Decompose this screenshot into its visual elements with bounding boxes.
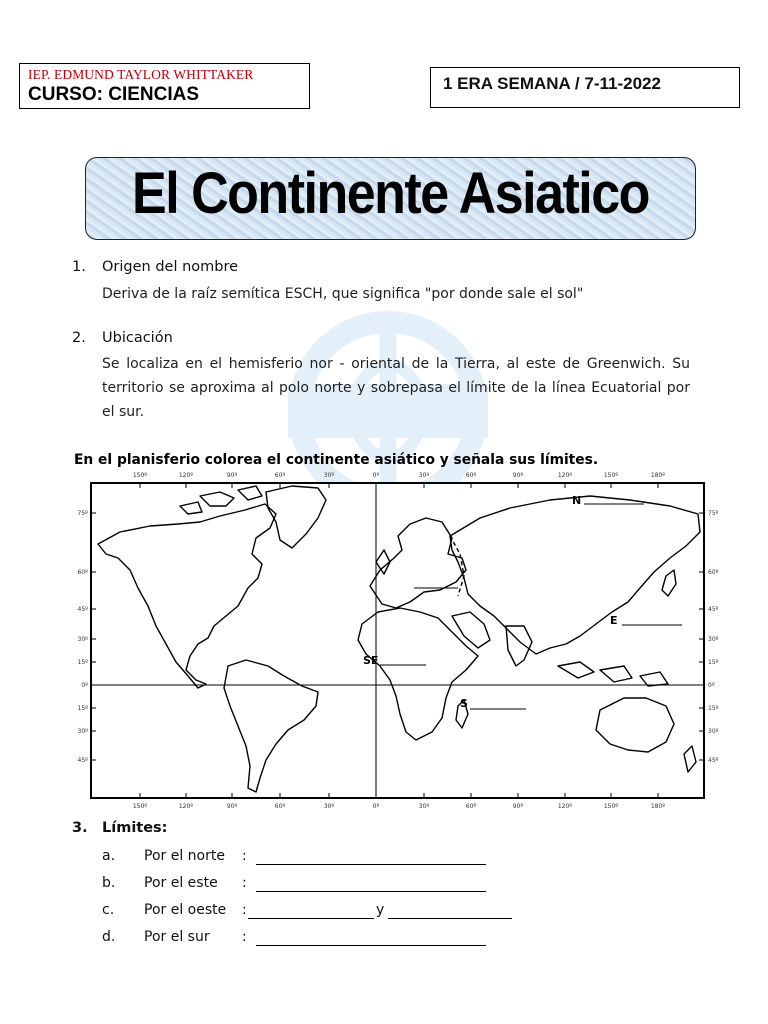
- lon-label-top: 30º: [323, 472, 335, 479]
- lon-label-bottom: 60º: [274, 803, 286, 810]
- lat-label-left: 30º: [77, 728, 88, 735]
- lon-label-bottom: 0º: [372, 803, 380, 810]
- page-title: El Continente Asiatico: [132, 161, 649, 227]
- lon-label-top: 30º: [418, 472, 430, 479]
- map-mark-east: E: [610, 614, 618, 627]
- lat-label-left: 60º: [77, 569, 88, 576]
- lon-label-top: 60º: [465, 472, 477, 479]
- lon-labels-top: [133, 472, 665, 479]
- map-mark-south: S: [460, 697, 468, 710]
- lon-label-bottom: 120º: [557, 803, 573, 810]
- limit-c-colon: :: [242, 902, 247, 918]
- section-2-number: 2.: [72, 330, 86, 346]
- lon-label-bottom: 30º: [323, 803, 335, 810]
- lat-label-right: 60º: [708, 569, 719, 576]
- section-1-title: Origen del nombre: [102, 259, 239, 275]
- lon-label-top: 90º: [512, 472, 524, 479]
- limit-d-colon: :: [242, 929, 247, 945]
- lat-label-left: 45º: [77, 606, 88, 613]
- lat-label-left: 75º: [77, 510, 88, 517]
- lat-label-left: 45º: [77, 757, 88, 764]
- limit-c-letter: c.: [102, 902, 115, 918]
- limit-north-label: Por el norte: [144, 848, 225, 864]
- lat-label-right: 75º: [708, 510, 719, 517]
- limit-west-label: Por el oeste: [144, 902, 227, 918]
- lon-label-top: 180º: [650, 472, 666, 479]
- lon-label-bottom: 30º: [418, 803, 430, 810]
- lon-label-bottom: 150º: [132, 803, 148, 810]
- week-label: 1 ERA SEMANA / 7-11-2022: [443, 74, 661, 93]
- limit-a-colon: :: [242, 848, 247, 864]
- lon-label-bottom: 90º: [512, 803, 524, 810]
- lat-labels-right: [708, 510, 719, 764]
- limit-north-blank[interactable]: [256, 864, 486, 865]
- limit-south-label: Por el sur: [144, 929, 210, 945]
- section-3-title: Límites:: [102, 820, 168, 836]
- lat-label-right: 15º: [708, 659, 719, 666]
- lat-labels-left: [78, 510, 89, 764]
- lat-label-right: 15º: [708, 705, 719, 712]
- lon-label-top: 0º: [372, 472, 380, 479]
- limit-b-colon: :: [242, 875, 247, 891]
- lat-label-right: 30º: [708, 728, 719, 735]
- lon-label-top: 150º: [132, 472, 148, 479]
- limit-west-blank-1[interactable]: [248, 918, 374, 919]
- lat-label-left: 0º: [81, 682, 88, 689]
- lat-label-left: 30º: [77, 636, 88, 643]
- lon-label-top: 60º: [274, 472, 286, 479]
- title-banner: [85, 157, 696, 240]
- section-2-title: Ubicación: [102, 330, 173, 346]
- limit-south-blank[interactable]: [256, 945, 486, 946]
- map-frame: [91, 483, 704, 798]
- lon-label-bottom: 90º: [226, 803, 238, 810]
- section-2-text: Se localiza en el hemisferio nor - oriental de la Tierra, al este de Greenwich. Su territorio se aproxima al polo norte y sobrepasa el límite de la línea Ecuatorial por el sur.: [102, 356, 690, 420]
- limit-west-blank-2[interactable]: [388, 918, 512, 919]
- lat-label-right: 0º: [708, 682, 715, 689]
- map-mark-north: N: [572, 494, 582, 507]
- lon-label-bottom: 150º: [603, 803, 619, 810]
- limit-d-letter: d.: [102, 929, 116, 945]
- lat-label-left: 15º: [77, 659, 88, 666]
- limit-b-letter: b.: [102, 875, 116, 891]
- lon-label-bottom: 120º: [178, 803, 194, 810]
- section-1-text: Deriva de la raíz semítica ESCH, que significa "por donde sale el sol": [102, 286, 584, 302]
- lon-label-top: 150º: [603, 472, 619, 479]
- lon-label-top: 120º: [178, 472, 194, 479]
- header-school-box: [19, 63, 310, 109]
- map-mark-southeast: SE: [363, 654, 379, 667]
- map-instruction: En el planisferio colorea el continente asiático y señala sus límites.: [74, 452, 599, 468]
- limit-a-letter: a.: [102, 848, 116, 864]
- lon-label-bottom: 60º: [465, 803, 477, 810]
- lat-label-right: 45º: [708, 606, 719, 613]
- lat-label-right: 30º: [708, 636, 719, 643]
- course-label: CURSO: CIENCIAS: [28, 84, 200, 105]
- header-week-box: [430, 67, 740, 108]
- section-1-number: 1.: [72, 259, 86, 275]
- lon-labels-bottom: [133, 803, 665, 810]
- limit-west-joiner: y: [376, 902, 385, 918]
- limit-east-label: Por el este: [144, 875, 218, 891]
- section-3-number: 3.: [72, 820, 88, 836]
- lon-label-top: 120º: [557, 472, 573, 479]
- school-name: IEP. EDMUND TAYLOR WHITTAKER: [28, 67, 254, 82]
- lon-label-bottom: 180º: [650, 803, 666, 810]
- lat-label-right: 45º: [708, 757, 719, 764]
- lat-label-left: 15º: [77, 705, 88, 712]
- world-map: [77, 466, 720, 812]
- lon-label-top: 90º: [226, 472, 238, 479]
- limit-east-blank[interactable]: [256, 891, 486, 892]
